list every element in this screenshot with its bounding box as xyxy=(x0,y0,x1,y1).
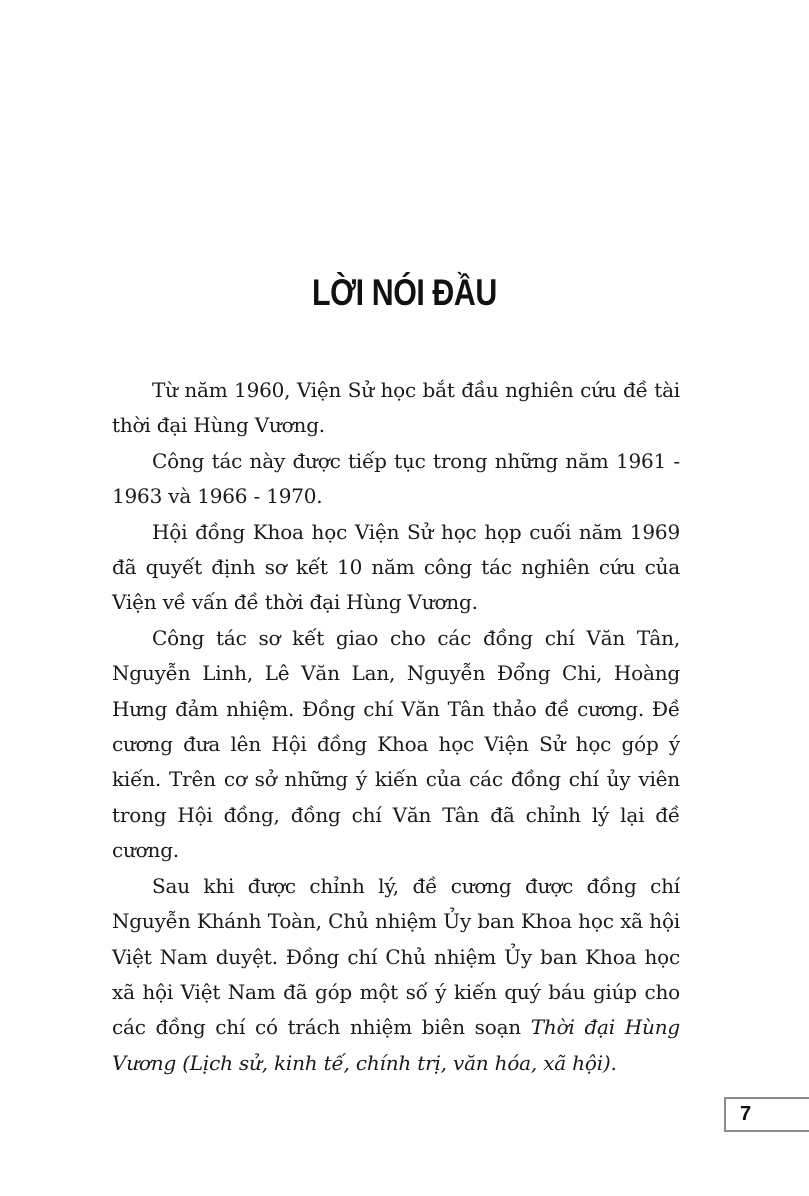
page-number-tab xyxy=(724,1097,809,1132)
paragraph-2: Công tác này được tiếp tục trong những năm 1961 - 1963 và 1966 - 1970. xyxy=(112,448,680,509)
paragraph-5-end: . xyxy=(610,1050,617,1075)
book-title-italic: Thời đại Hùng Vương (Lịch sử, kinh tế, chính trị, văn hóa, xã hội) xyxy=(112,1015,680,1075)
body-text xyxy=(112,373,680,1081)
page-title: LỜI NÓI ĐẦU xyxy=(312,272,497,313)
page-number: 7 xyxy=(740,1103,752,1125)
paragraph-3: Hội đồng Khoa học Viện Sử học họp cuối năm 1969 đã quyết định sơ kết 10 năm công tác nghiên cứu của Viện về vấn đề thời đại Hùng Vương. xyxy=(112,519,680,615)
paragraph-5-start: Sau khi được chỉnh lý, đề cương được đồng chí Nguyễn Khánh Toàn, Chủ nhiệm Ủy ban Khoa học xã hội Việt Nam duyệt. Đồng chí Chủ nhiệm Ủy ban Khoa học xã hội Việt Nam đã góp một số ý kiến quý báu giúp cho các đồng chí có trách nhiệm biên soạn xyxy=(112,873,680,1040)
paragraph-5 xyxy=(112,869,680,1081)
paragraph-4: Công tác sơ kết giao cho các đồng chí Văn Tân, Nguyễn Linh, Lê Văn Lan, Nguyễn Đổng Chi, Hoàng Hưng đảm nhiệm. Đồng chí Văn Tân thảo đề cương. Đề cương đưa lên Hội đồng Khoa học Viện Sử học góp ý kiến. Trên cơ sở những ý kiến của các đồng chí ủy viên trong Hội đồng, đồng chí Văn Tân đã chỉnh lý lại đề cương. xyxy=(112,625,680,863)
paragraph-1: Từ năm 1960, Viện Sử học bắt đầu nghiên cứu đề tài thời đại Hùng Vương. xyxy=(112,378,680,438)
